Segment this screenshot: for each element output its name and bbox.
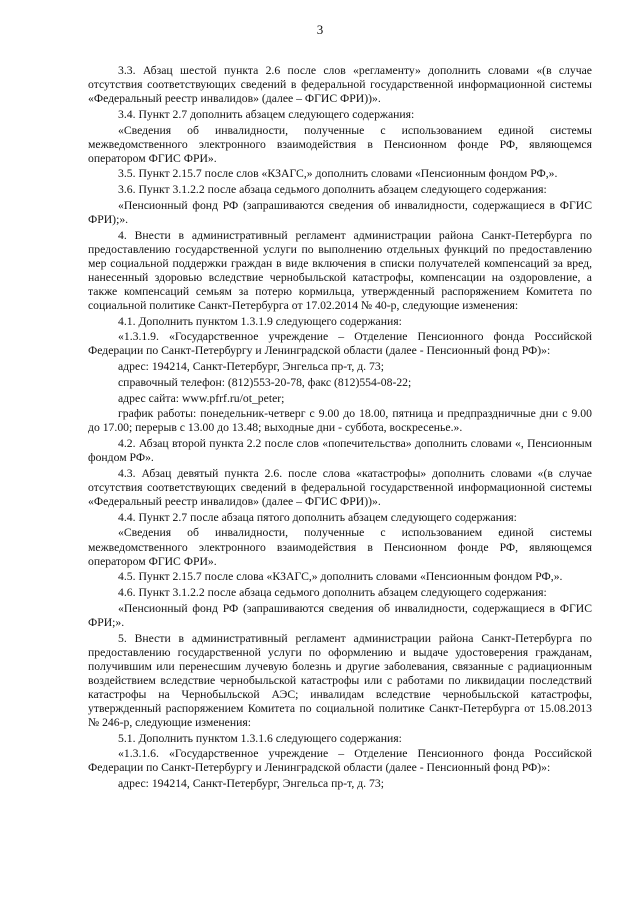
paragraph-3-5: 3.5. Пункт 2.15.7 после слов «КЗАГС,» дополнить словами «Пенсионным фондом РФ,». [118,167,558,181]
paragraph-4-1: 4.1. Дополнить пунктом 1.3.1.9 следующего содержания: [118,314,402,328]
paragraph-4-3: 4.3. Абзац девятый пункта 2.6. после слова «катастрофы» дополнить словами «(в случае отсутствия соответствующих сведений в федеральной государственной информационной системы «Федеральный реестр инвалидов» (далее – ФГИС ФРИ))». [88,466,592,508]
paragraph-4-6-quote: «Пенсионный фонд РФ (запрашиваются сведения об инвалидности, содержащиеся в ФГИС ФРИ;». [88,601,592,629]
paragraph-4-1-org: «1.3.1.9. «Государственное учреждение – Отделение Пенсионного фонда Российской Федерации по Санкт-Петербургу и Ленинградской области (далее - Пенсионный фонд РФ)»: [88,330,592,358]
paragraph-3-6: 3.6. Пункт 3.1.2.2 после абзаца седьмого дополнить абзацем следующего содержания: [118,183,547,197]
paragraph-4-1-address: адрес: 194214, Санкт-Петербург, Энгельса пр-т, д. 73; [118,360,384,374]
paragraph-4: 4. Внести в административный регламент администрации района Санкт-Петербурга по предоставлению государственной услуги по выполнению отдельных функций по предоставлению мер социальной поддержки граждан в виде включения в списки получателей компенсаций за вред, нанесенный здоровью вследствие чернобыльской катастрофы, компенсации на оздоровление, а также компенсаций семьям за потерю кормильца, утвержденный распоряжением Комитета по социальной политике Санкт-Петербурга от 17.02.2014 № 40-р, следующие изменения: [88,228,592,312]
paragraph-4-1-schedule: график работы: понедельник-четверг с 9.00 до 18.00, пятница и предпраздничные дни с 9.00 до 17.00; перерыв с 13.00 до 13.48; выходные дни - суббота, воскресенье.». [88,407,592,435]
paragraph-5: 5. Внести в административный регламент администрации района Санкт-Петербурга по предоставлению государственной услуги по оформлению и выдаче удостоверения гражданам, получившим или перенесшим лучевую болезнь и другие заболевания, связанные с радиационным воздействием вследствие чернобыльской катастрофы или с работами по ликвидации последствий катастрофы на Чернобыльской АЭС; инвалидам вследствие чернобыльской катастрофы, утвержденный распоряжением Комитета по социальной политике Санкт-Петербурга от 15.08.2013 № 246-р, следующие изменения: [88,631,592,729]
paragraph-4-6: 4.6. Пункт 3.1.2.2 после абзаца седьмого дополнить абзацем следующего содержания: [118,586,547,600]
paragraph-4-5: 4.5. Пункт 2.15.7 после слова «КЗАГС,» дополнить словами «Пенсионным фондом РФ,». [118,570,563,584]
paragraph-5-1-org: «1.3.1.6. «Государственное учреждение – Отделение Пенсионного фонда Российской Федерации по Санкт-Петербургу и Ленинградской области (далее - Пенсионный фонд РФ)»: [88,747,592,775]
document-body [88,64,592,791]
paragraph-4-1-website: адрес сайта: www.pfrf.ru/ot_peter; [118,391,285,405]
page-number: 3 [316,22,324,37]
paragraph-3-3: 3.3. Абзац шестой пункта 2.6 после слов «регламенту» дополнить словами «(в случае отсутствия соответствующих сведений в федеральной государственной информационной системы «Федеральный реестр инвалидов» (далее – ФГИС ФРИ))». [88,64,592,106]
paragraph-4-4: 4.4. Пункт 2.7 после абзаца пятого дополнить абзацем следующего содержания: [118,510,517,524]
paragraph-3-6-quote: «Пенсионный фонд РФ (запрашиваются сведения об инвалидности, содержащиеся в ФГИС ФРИ);». [88,198,592,226]
paragraph-5-1-address: адрес: 194214, Санкт-Петербург, Энгельса пр-т, д. 73; [118,777,384,791]
paragraph-3-4: 3.4. Пункт 2.7 дополнить абзацем следующего содержания: [118,107,415,121]
paragraph-3-4-quote: «Сведения об инвалидности, полученные с использованием единой системы межведомственного электронного взаимодействия в Пенсионном фонде РФ, являющемся оператором ФГИС ФРИ». [88,123,592,165]
paragraph-5-1: 5.1. Дополнить пунктом 1.3.1.6 следующего содержания: [118,731,402,745]
paragraph-4-2: 4.2. Абзац второй пункта 2.2 после слов «попечительства» дополнить словами «, Пенсионным фондом РФ». [88,437,592,465]
paragraph-4-4-quote: «Сведения об инвалидности, полученные с использованием единой системы межведомственного электронного взаимодействия в Пенсионном фонде РФ, являющемся оператором ФГИС ФРИ». [88,526,592,568]
paragraph-4-1-phone: справочный телефон: (812)553-20-78, факс (812)554-08-22; [118,375,412,389]
